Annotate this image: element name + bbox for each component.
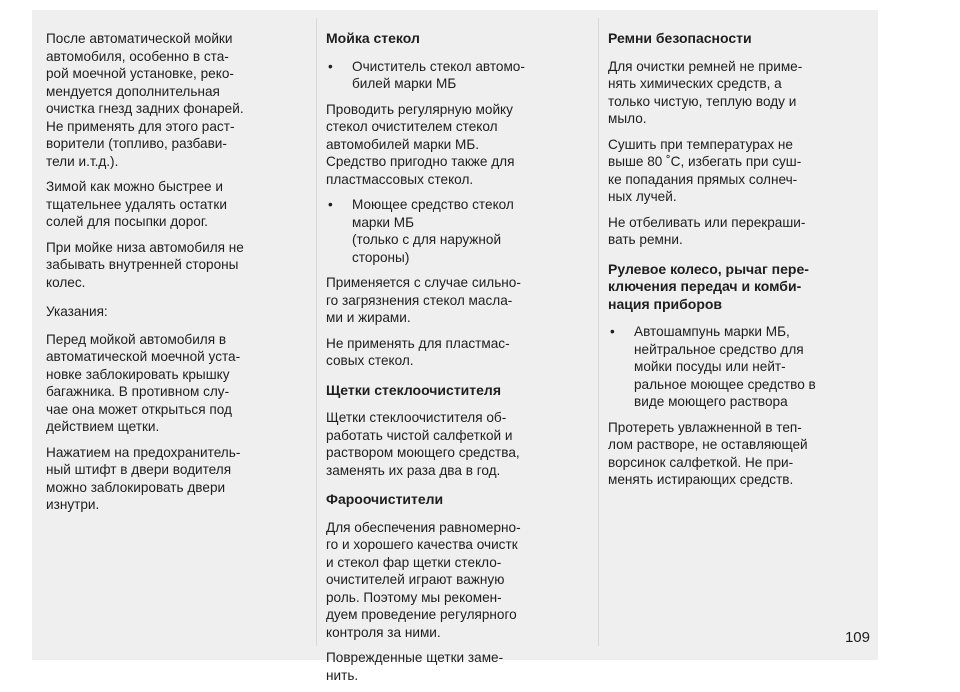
bullet-item [608, 323, 872, 411]
paragraph-belt-cleaning: Для очистки ремней не приме- нять химических средств, а только чистую, теплую воду и мыло. [608, 58, 803, 126]
bullet-icon: • [328, 58, 333, 74]
paragraph-wiper-care: Щетки стеклоочистителя об- работать чистой салфеткой и раствором моющего средства, заменять их раза два в год. [326, 410, 520, 478]
heading-steering-wheel: Рулевое колесо, рычаг пере- ключения передач и комби- нация приборов [608, 260, 809, 312]
page-number: 109 [844, 629, 870, 646]
heading-glass-washing: Мойка стекол [326, 30, 420, 46]
bullet-text: Моющее средство стекол марки МБ (только с для наружной стороны) [352, 197, 514, 265]
paragraph-replace-brushes: Поврежденные щетки заме- нить. [326, 650, 504, 683]
column-divider [316, 18, 317, 646]
bullet-text: Очиститель стекол автомо- билей марки МБ [352, 58, 525, 91]
paragraph-trunk-lock: Перед мойкой автомобиля в автоматической моечной уста- новке заблокировать крышку багажника. В противном слу- чае она может открыться под действием щетки. [46, 331, 241, 434]
heading-headlamp-cleaners: Фароочистители [326, 491, 444, 507]
paragraph-rear-lights-cleaning: После автоматической мойки автомобиля, особенно в ста- рой моечной установке, реко- мендуется дополнительная очистка гнезд задних фонарей. Не применять для этого раст- ворители (топливо, разбави- тели и.т.д.). [46, 31, 244, 169]
notes-label: Указания: [46, 304, 108, 319]
column-divider [598, 18, 599, 646]
paragraph-wipe-instructions: Протереть увлажненной в теп- лом растворе, не оставляющей ворсинок салфеткой. Не при- менять истирающих средств. [608, 419, 808, 487]
paragraph-heavy-dirt: Применяется с случае сильно- го загрязнения стекол масла- ми и жирами. [326, 275, 521, 325]
heading-wiper-blades: Щетки стеклоочистителя [326, 381, 501, 398]
column-right [608, 30, 872, 497]
paragraph-belt-drying: Сушить при температурах не выше 80 ˚С, избегать при суш- ке попадания прямых солнеч- ных лучей. [608, 136, 802, 204]
paragraph-glass-cleaner: Проводить регулярную мойку стекол очистителем стекол автомобилей марки МБ. Средство пригодно также для пластмассовых стекол. [326, 101, 515, 187]
column-left [46, 30, 316, 522]
column-middle [326, 30, 588, 692]
manual-page [32, 10, 878, 683]
heading-seat-belts: Ремни безопасности [608, 30, 752, 46]
paragraph-winter-salt: Зимой как можно быстрее и тщательнее удалять остатки солей для посыпки дорог. [46, 179, 227, 229]
bullet-item [326, 196, 588, 266]
paragraph-door-lock: Нажатием на предохранитель- ный штифт в двери водителя можно заблокировать двери изнутри. [46, 444, 241, 512]
bullet-icon: • [328, 197, 333, 212]
paragraph-headlamp-cleaning: Для обеспечения равномерно- го и хорошего качества очистк и стекол фар щетки стекло- очистителей играют важную роль. Поэтому мы рекомен- дуем проведение регулярного контроля за ними. [326, 519, 521, 640]
paragraph-underbody-wash: При мойке низа автомобиля не забывать внутренней стороны колес. [46, 239, 244, 290]
paragraph-no-plastic: Не применять для пластмас- совых стекол. [326, 335, 510, 368]
bullet-icon: • [610, 324, 615, 339]
bullet-item [326, 58, 588, 93]
paragraph-belt-no-bleach: Не отбеливать или перекраши- вать ремни. [608, 214, 806, 247]
bullet-text: Автошампунь марки МБ, нейтральное средство для мойки посуды или нейт- ральное моющее средство в виде моющего раствора [634, 324, 816, 409]
